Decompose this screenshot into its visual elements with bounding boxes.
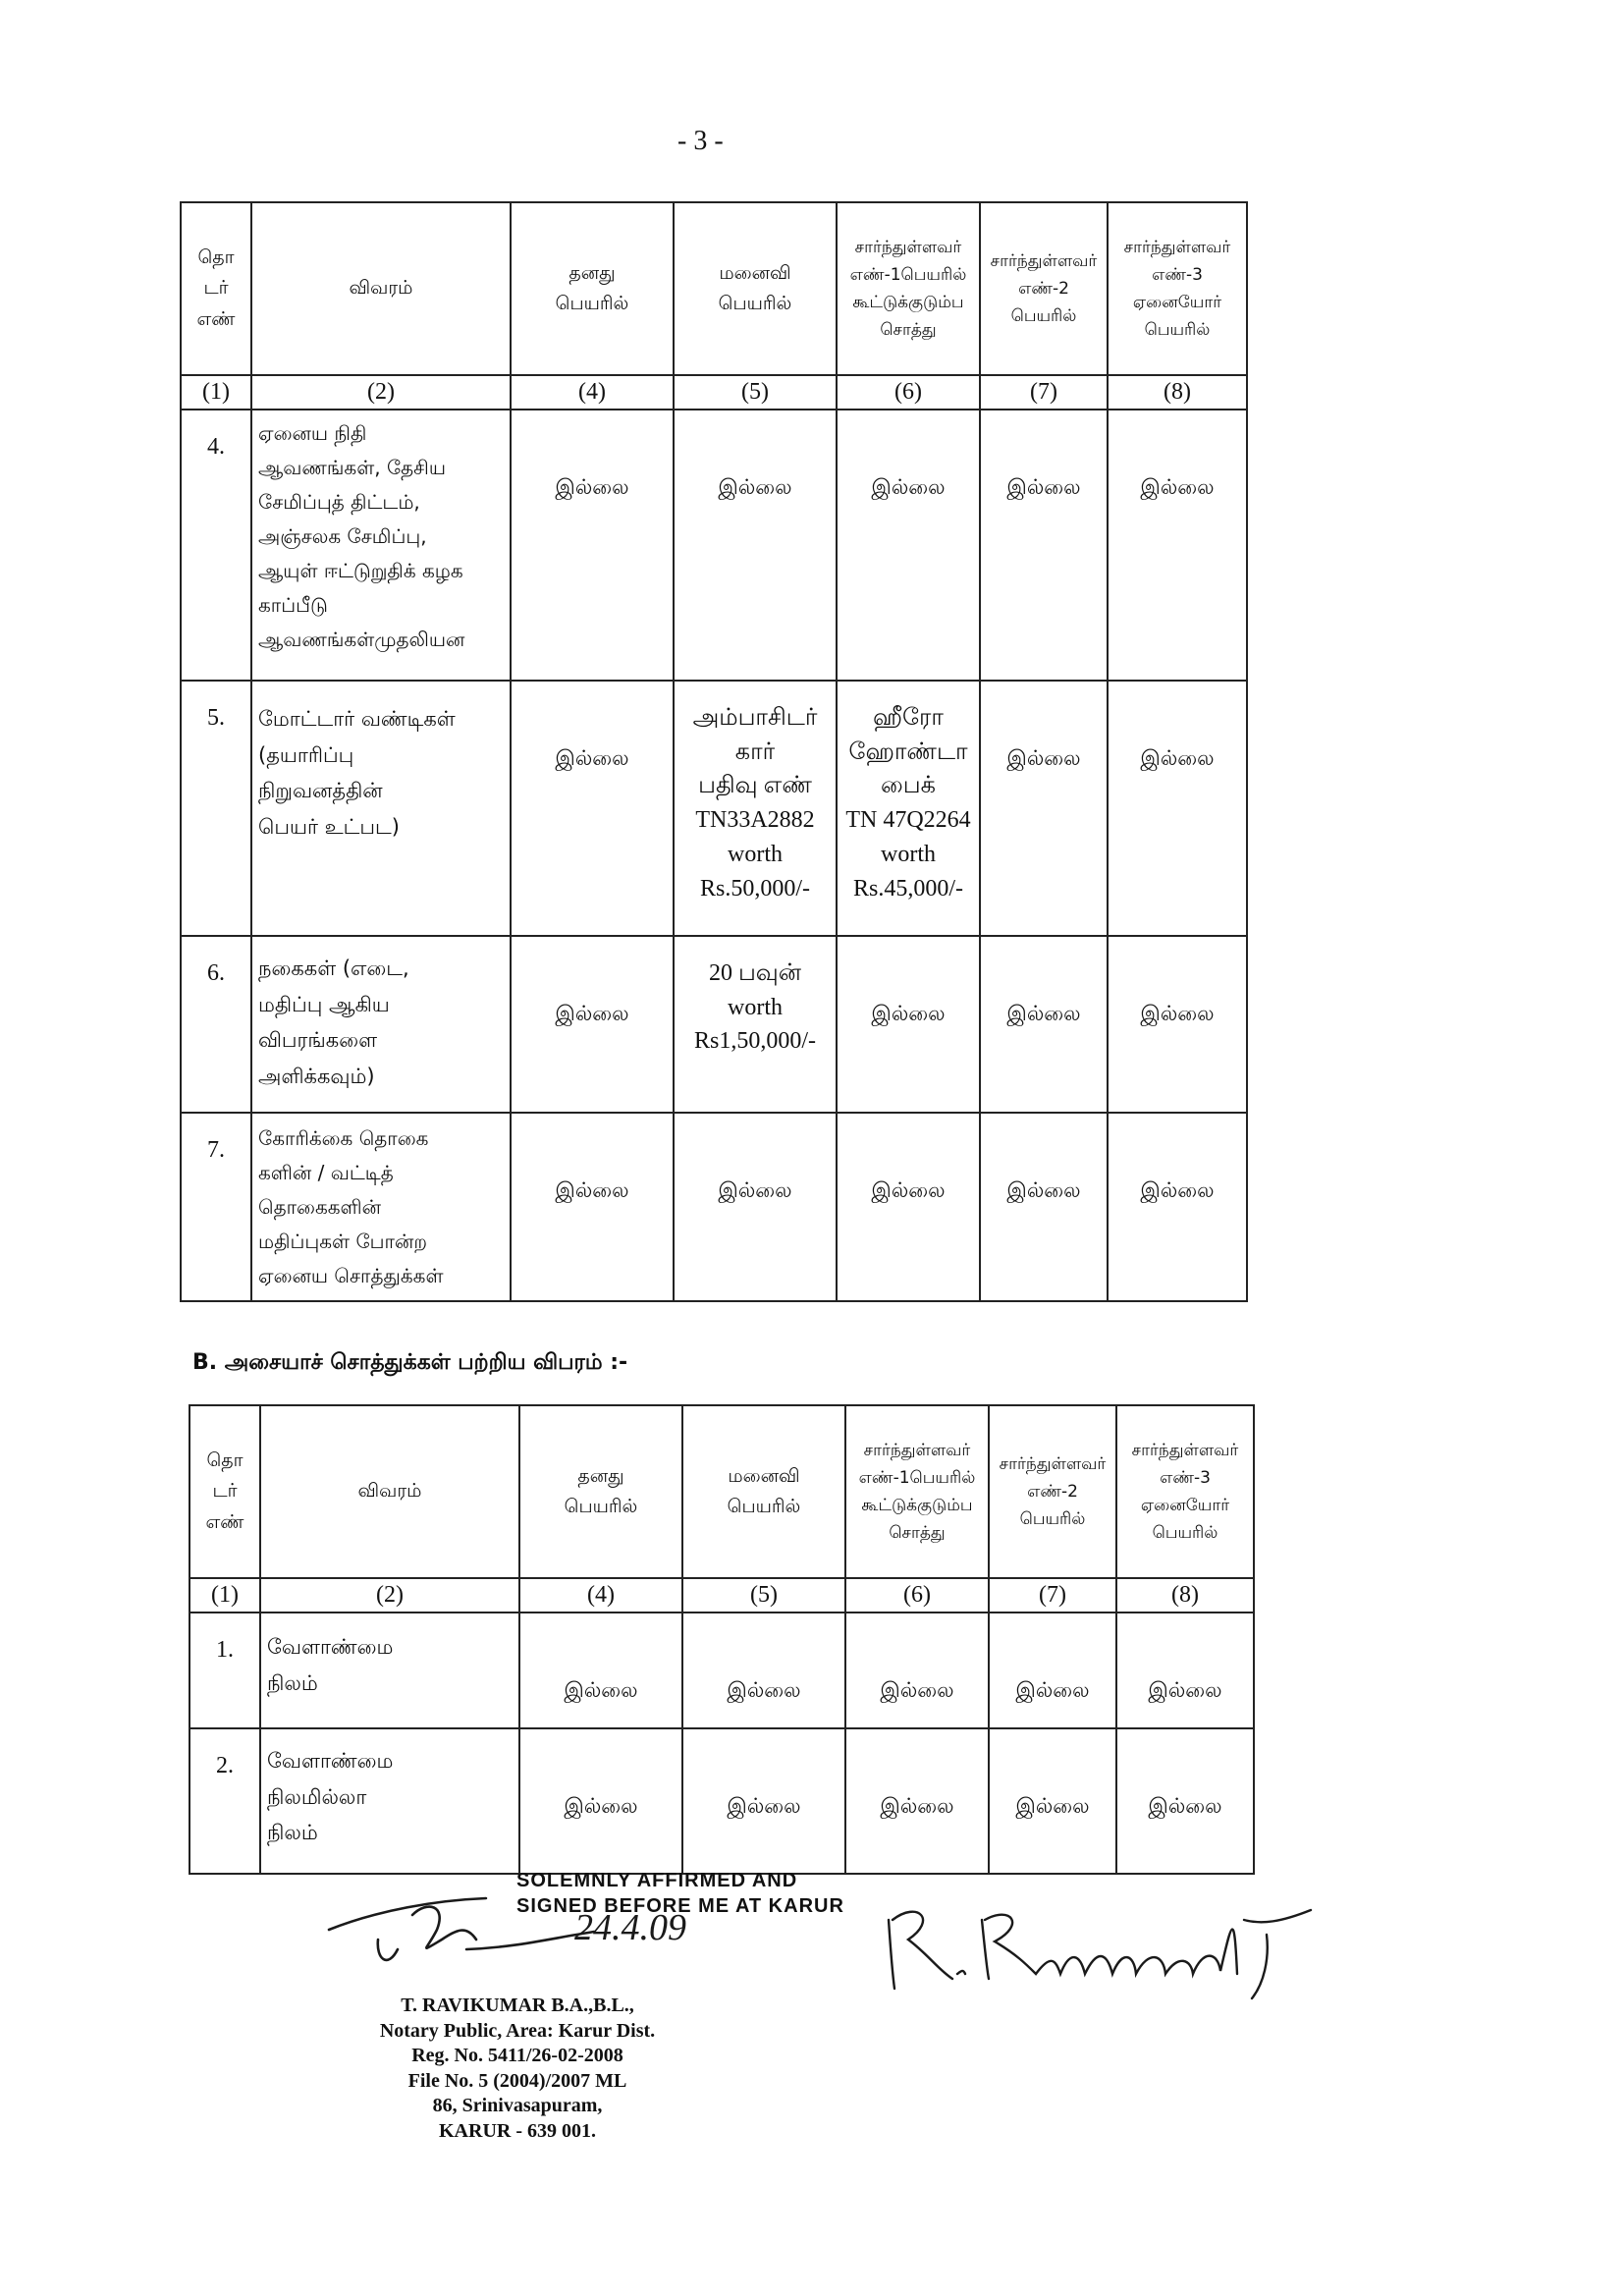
table-row bbox=[189, 1613, 1254, 1728]
immovable-assets-table bbox=[189, 1404, 1255, 1875]
header-serial: தொ டர் எண் bbox=[181, 202, 251, 375]
row-self: இல்லை bbox=[511, 936, 674, 1113]
row-self: இல்லை bbox=[519, 1613, 682, 1728]
column-number: (4) bbox=[511, 375, 674, 410]
row-details: நகைகள் (எடை, மதிப்பு ஆகிய விபரங்களை அளிக்கவும்) bbox=[251, 936, 511, 1113]
header-dep1: சார்ந்துள்ளவர் எண்-1பெயரில் கூட்டுக்குடும்ப சொத்து bbox=[837, 202, 980, 375]
header-self: தனது பெயரில் bbox=[519, 1405, 682, 1578]
row-self: இல்லை bbox=[511, 681, 674, 936]
row-details: மோட்டார் வண்டிகள் (தயாரிப்பு நிறுவனத்தின் பெயர் உட்பட) bbox=[251, 681, 511, 936]
row-spouse: அம்பாசிடர் கார் பதிவு எண் TN33A2882 worth Rs.50,000/- bbox=[674, 681, 837, 936]
header-dep2: சார்ந்துள்ளவர் எண்-2 பெயரில் bbox=[980, 202, 1108, 375]
notary-signature bbox=[319, 1871, 712, 2008]
column-number-row bbox=[181, 375, 1247, 410]
row-self: இல்லை bbox=[519, 1728, 682, 1874]
row-dep1: ஹீரோ ஹோண்டா பைக் TN 47Q2264 worth Rs.45,000/- bbox=[837, 681, 980, 936]
column-number: (1) bbox=[181, 375, 251, 410]
column-number: (6) bbox=[837, 375, 980, 410]
header-row bbox=[181, 202, 1247, 375]
column-number: (6) bbox=[845, 1578, 989, 1613]
header-dep1: சார்ந்துள்ளவர் எண்-1பெயரில் கூட்டுக்குடும்ப சொத்து bbox=[845, 1405, 989, 1578]
column-number: (2) bbox=[260, 1578, 519, 1613]
notary-reg: Reg. No. 5411/26-02-2008 bbox=[411, 2045, 623, 2067]
page-number: - 3 - bbox=[677, 126, 724, 156]
row-dep1: இல்லை bbox=[845, 1728, 989, 1874]
header-dep2: சார்ந்துள்ளவர் எண்-2 பெயரில் bbox=[989, 1405, 1116, 1578]
row-spouse: இல்லை bbox=[682, 1613, 845, 1728]
column-number: (2) bbox=[251, 375, 511, 410]
row-dep3: இல்லை bbox=[1108, 410, 1247, 681]
table-row bbox=[181, 410, 1247, 681]
row-details: கோரிக்கை தொகை களின் / வட்டித் தொகைகளின் மதிப்புகள் போன்ற ஏனைய சொத்துக்கள் bbox=[251, 1113, 511, 1301]
row-self: இல்லை bbox=[511, 410, 674, 681]
row-serial: 6. bbox=[181, 936, 251, 1113]
column-number: (4) bbox=[519, 1578, 682, 1613]
header-spouse: மனைவி பெயரில் bbox=[674, 202, 837, 375]
row-dep3: இல்லை bbox=[1108, 681, 1247, 936]
column-number: (8) bbox=[1108, 375, 1247, 410]
column-number: (7) bbox=[989, 1578, 1116, 1613]
row-dep2: இல்லை bbox=[989, 1728, 1116, 1874]
section-b-heading: B. அசையாச் சொத்துக்கள் பற்றிய விபரம் :- bbox=[192, 1350, 628, 1375]
stamp-line: SIGNED BEFORE ME AT KARUR bbox=[516, 1895, 844, 1917]
table-row bbox=[181, 936, 1247, 1113]
row-spouse: இல்லை bbox=[674, 410, 837, 681]
notary-date: 24.4.09 bbox=[574, 1907, 686, 1948]
column-number-row bbox=[189, 1578, 1254, 1613]
table-row bbox=[181, 681, 1247, 936]
header-self: தனது பெயரில் bbox=[511, 202, 674, 375]
row-serial: 1. bbox=[189, 1613, 260, 1728]
row-dep3: இல்லை bbox=[1108, 936, 1247, 1113]
notary-seal bbox=[306, 1994, 729, 2145]
row-details: ஏனைய நிதி ஆவணங்கள், தேசிய சேமிப்புத் திட்டம், அஞ்சலக சேமிப்பு, ஆயுள் ஈட்டுறுதிக் கழக காப்பீடு ஆவணங்கள்முதலியன bbox=[251, 410, 511, 681]
header-dep3: சார்ந்துள்ளவர் எண்-3 ஏனையோர் பெயரில் bbox=[1108, 202, 1247, 375]
row-serial: 5. bbox=[181, 681, 251, 936]
notary-file: File No. 5 (2004)/2007 ML bbox=[407, 2069, 627, 2092]
row-dep3: இல்லை bbox=[1108, 1113, 1247, 1301]
stamp-line: SOLEMNLY AFFIRMED AND bbox=[516, 1870, 798, 1891]
row-spouse: இல்லை bbox=[682, 1728, 845, 1874]
header-row bbox=[189, 1405, 1254, 1578]
row-dep2: இல்லை bbox=[980, 936, 1108, 1113]
header-details: விவரம் bbox=[260, 1405, 519, 1578]
row-dep2: இல்லை bbox=[980, 1113, 1108, 1301]
header-dep3: சார்ந்துள்ளவர் எண்-3 ஏனையோர் பெயரில் bbox=[1116, 1405, 1254, 1578]
column-number: (8) bbox=[1116, 1578, 1254, 1613]
header-details: விவரம் bbox=[251, 202, 511, 375]
notary-city: KARUR - 639 001. bbox=[439, 2119, 596, 2142]
row-dep1: இல்லை bbox=[837, 936, 980, 1113]
row-dep2: இல்லை bbox=[989, 1613, 1116, 1728]
row-self: இல்லை bbox=[511, 1113, 674, 1301]
row-serial: 7. bbox=[181, 1113, 251, 1301]
row-spouse: இல்லை bbox=[674, 1113, 837, 1301]
column-number: (1) bbox=[189, 1578, 260, 1613]
notary-title: Notary Public, Area: Karur Dist. bbox=[379, 2019, 656, 2042]
deponent-signature bbox=[879, 1881, 1340, 2008]
table-row bbox=[181, 1113, 1247, 1301]
row-spouse: 20 பவுன் worth Rs1,50,000/- bbox=[674, 936, 837, 1113]
row-dep1: இல்லை bbox=[845, 1613, 989, 1728]
column-number: (7) bbox=[980, 375, 1108, 410]
notary-name: T. RAVIKUMAR B.A.,B.L., bbox=[401, 1995, 634, 2016]
header-serial: தொ டர் எண் bbox=[189, 1405, 260, 1578]
row-details: வேளாண்மை நிலமில்லா நிலம் bbox=[260, 1728, 519, 1874]
row-dep1: இல்லை bbox=[837, 1113, 980, 1301]
row-dep2: இல்லை bbox=[980, 681, 1108, 936]
column-number: (5) bbox=[682, 1578, 845, 1613]
notary-address: 86, Srinivasapuram, bbox=[432, 2095, 603, 2117]
table-row bbox=[189, 1728, 1254, 1874]
header-spouse: மனைவி பெயரில் bbox=[682, 1405, 845, 1578]
movable-assets-table bbox=[180, 201, 1248, 1302]
row-serial: 2. bbox=[189, 1728, 260, 1874]
row-dep1: இல்லை bbox=[837, 410, 980, 681]
row-dep3: இல்லை bbox=[1116, 1613, 1254, 1728]
row-dep3: இல்லை bbox=[1116, 1728, 1254, 1874]
column-number: (5) bbox=[674, 375, 837, 410]
row-dep2: இல்லை bbox=[980, 410, 1108, 681]
row-details: வேளாண்மை நிலம் bbox=[260, 1613, 519, 1728]
row-serial: 4. bbox=[181, 410, 251, 681]
